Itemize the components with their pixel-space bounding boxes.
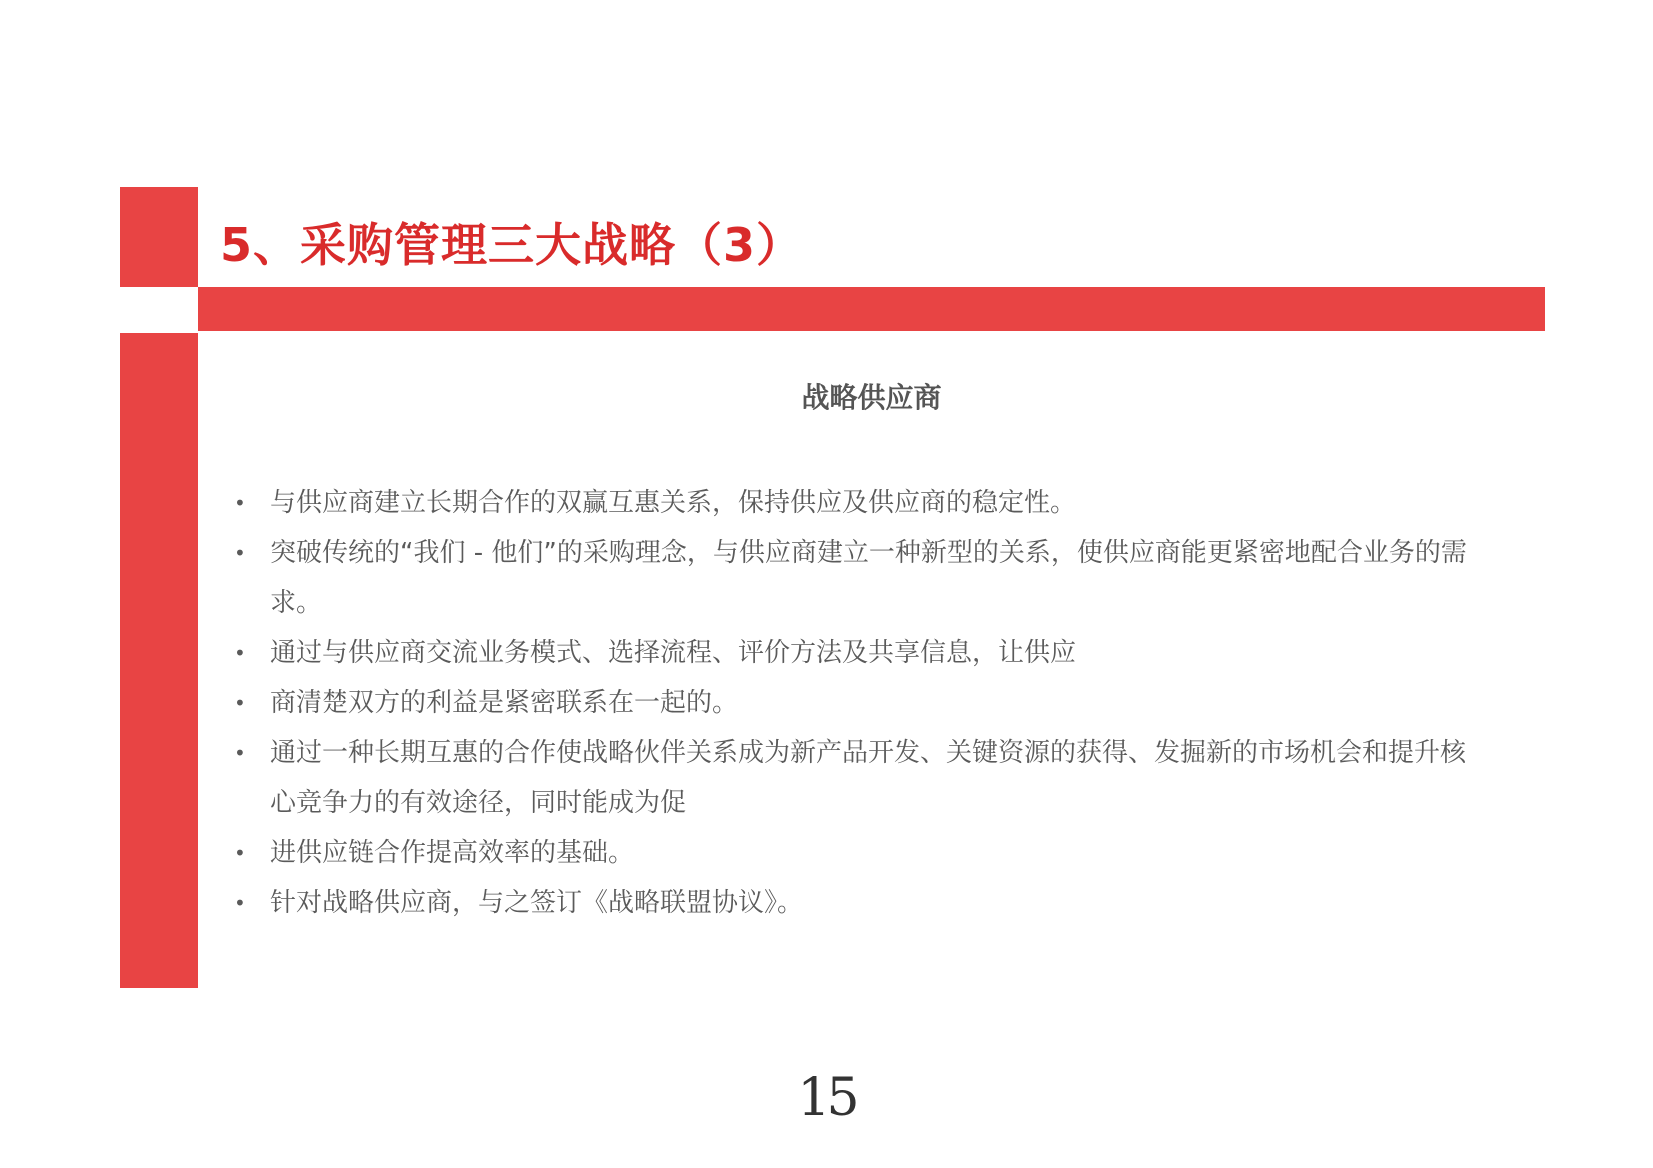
- bullet-list: [230, 478, 1480, 928]
- bullet-icon: •: [234, 741, 246, 765]
- section-heading: 战略供应商: [801, 381, 942, 414]
- bullet-text: 商清楚双方的利益是紧密联系在一起的。: [270, 688, 739, 718]
- bullet-icon: •: [234, 891, 246, 915]
- list-item: [230, 878, 1480, 928]
- bullet-text: 与供应商建立长期合作的双赢互惠关系，保持供应及供应商的稳定性。: [270, 488, 1077, 518]
- list-item: [230, 828, 1480, 878]
- bullet-text: 通过与供应商交流业务模式、选择流程、评价方法及共享信息，让供应: [270, 638, 1077, 668]
- bullet-icon: •: [234, 491, 246, 515]
- bullet-icon: •: [234, 541, 246, 565]
- list-item: [230, 728, 1480, 828]
- list-item: [230, 628, 1480, 678]
- list-item: [230, 478, 1480, 528]
- bullet-icon: •: [234, 841, 246, 865]
- page-number: 15: [797, 1068, 856, 1128]
- decorative-red-block-side: [120, 333, 198, 988]
- bullet-text: 进供应链合作提高效率的基础。: [270, 838, 635, 868]
- bullet-text: 通过一种长期互惠的合作使战略伙伴关系成为新产品开发、关键资源的获得、发掘新的市场机会和提升核心竞争力的有效途径，同时能成为促: [270, 738, 1467, 818]
- list-item: [230, 678, 1480, 728]
- page-title: 5、采购管理三大战略（3）: [220, 218, 804, 272]
- bullet-text: 针对战略供应商，与之签订《战略联盟协议》。: [270, 888, 804, 918]
- bullet-icon: •: [234, 641, 246, 665]
- list-item: [230, 528, 1480, 628]
- bullet-text: 突破传统的“我们 - 他们”的采购理念，与供应商建立一种新型的关系，使供应商能更紧密地配合业务的需求。: [270, 538, 1467, 618]
- title-underline-bar: [198, 287, 1545, 331]
- bullet-icon: •: [234, 691, 246, 715]
- decorative-red-block-top: [120, 187, 198, 287]
